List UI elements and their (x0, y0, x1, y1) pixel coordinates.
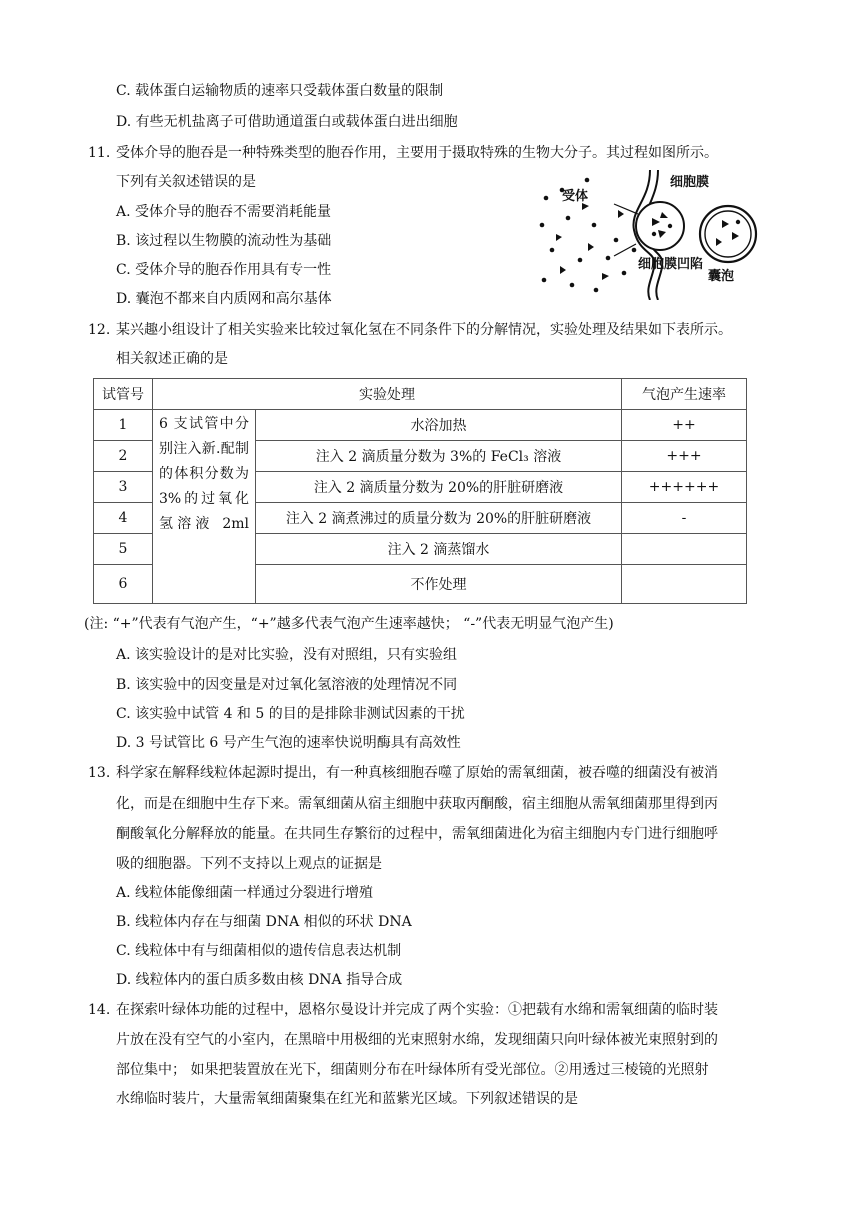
q13-option-d: D. 线粒体内的蛋白质多数由核 DNA 指导合成 (116, 972, 403, 988)
label-cell-membrane: 细胞膜 (670, 175, 710, 190)
q11-option-c: C. 受体介导的胞吞作用具有专一性 (116, 262, 332, 278)
bubble-rate: ++ (622, 410, 747, 441)
q13-number: 13. (88, 765, 111, 781)
treatment: 注入 2 滴蒸馏水 (256, 534, 622, 565)
bubble-rate: - (622, 503, 747, 534)
label-membrane-pit: 细胞膜凹陷 (638, 257, 704, 272)
receptor-pointer (614, 204, 638, 214)
q13-option-b: B. 线粒体内存在与细菌 DNA 相似的环状 DNA (116, 914, 412, 930)
q11-option-a: A. 受体介导的胞吞不需要消耗能量 (116, 204, 332, 220)
q13-stem-line2: 化，而是在细胞中生存下来。需氧细菌从宿主细胞中获取丙酮酸，宿主细胞从需氧细菌那里得到丙 (116, 796, 718, 812)
bubble-rate: +++ (622, 441, 747, 472)
q10-option-d: D. 有些无机盐离子可借助通道蛋白或载体蛋白进出细胞 (116, 114, 458, 130)
q12-stem-line1: 某兴趣小组设计了相关实验来比较过氧化氢在不同条件下的分解情况，实验处理及结果如下表所示。 (116, 322, 732, 338)
treatment: 不作处理 (256, 565, 622, 604)
q11-stem-line2: 下列有关叙述错误的是 (116, 174, 256, 190)
tube-id: 3 (94, 472, 153, 503)
treatment: 注入 2 滴质量分数为 3%的 FeCl₃ 溶液 (256, 441, 622, 472)
treatment: 注入 2 滴质量分数为 20%的肝脏研磨液 (256, 472, 622, 503)
q11-stem (88, 143, 718, 163)
q12-option-a: A. 该实验设计的是对比实验，没有对照组，只有实验组 (116, 647, 458, 663)
table-row (94, 410, 747, 441)
q11-option-b: B. 该过程以生物膜的流动性为基础 (116, 233, 332, 249)
q12-number: 12. (88, 322, 111, 338)
q11-number: 11. (88, 145, 111, 161)
header-treatment: 实验处理 (153, 379, 622, 410)
q14-stem-line4: 水绵临时装片，大量需氧细菌聚集在红光和蓝紫光区域。下列叙述错误的是 (116, 1091, 578, 1107)
shared-treatment-cell (153, 410, 256, 604)
tube-id: 4 (94, 503, 153, 534)
q11-option-d: D. 囊泡不都来自内质网和高尔基体 (116, 291, 332, 307)
q10-option-c: C. 载体蛋白运输物质的速率只受载体蛋白数量的限制 (116, 83, 444, 99)
q14-number: 14. (88, 1002, 111, 1018)
treatment: 注入 2 滴煮沸过的质量分数为 20%的肝脏研磨液 (256, 503, 622, 534)
vesicle (700, 206, 756, 262)
q14-stem-line2: 片放在没有空气的小室内，在黑暗中用极细的光束照射水绵，发现细菌只向叶绿体被光束照射到的 (116, 1032, 718, 1048)
shared-treatment-text: 6 支试管中分别注入新.配制的体积分数为 3%的过氧化氢溶液 2ml (159, 416, 249, 532)
q12-table-note: (注: “+”代表有气泡产生，“+”越多代表气泡产生速率越快； “-”代表无明显气泡产生) (84, 616, 614, 632)
endocytosis-figure (532, 170, 782, 300)
q13-option-a: A. 线粒体能像细菌一样通过分裂进行增殖 (116, 885, 374, 901)
q14-stem-line1: 在探索叶绿体功能的过程中，恩格尔曼设计并完成了两个实验：①把载有水绵和需氧细菌的临时装 (116, 1002, 718, 1018)
experiment-table (93, 378, 747, 604)
bubble-rate (622, 534, 747, 565)
tube-id: 5 (94, 534, 153, 565)
table-header-row (94, 379, 747, 410)
header-tube-number: 试管号 (94, 379, 153, 410)
q12-option-b: B. 该实验中的因变量是对过氧化氢溶液的处理情况不同 (116, 677, 458, 693)
tube-id: 6 (94, 565, 153, 604)
bubble-rate: ++++++ (622, 472, 747, 503)
header-bubble-rate: 气泡产生速率 (622, 379, 747, 410)
membrane-pit (636, 202, 684, 250)
q12-stem (88, 320, 732, 340)
label-receptor: 受体 (562, 189, 589, 204)
q12-option-c: C. 该实验中试管 4 和 5 的目的是排除非测试因素的干扰 (116, 706, 465, 722)
q13-option-c: C. 线粒体中有与细菌相似的遗传信息表达机制 (116, 943, 402, 959)
q13-stem-line3: 酮酸氧化分解释放的能量。在共同生存繁衍的过程中，需氧细菌进化为宿主细胞内专门进行细胞呼 (116, 826, 718, 842)
tube-id: 2 (94, 441, 153, 472)
q14-stem-line3: 部位集中； 如果把装置放在光下，细菌则分布在叶绿体所有受光部位。②用透过三棱镜的光照射 (116, 1062, 709, 1078)
q14-stem (88, 1000, 718, 1020)
q12-stem-line2: 相关叙述正确的是 (116, 351, 228, 367)
q12-option-d: D. 3 号试管比 6 号产生气泡的速率快说明酶具有高效性 (116, 735, 461, 751)
q13-stem (88, 763, 718, 783)
label-vesicle: 囊泡 (708, 269, 735, 284)
treatment: 水浴加热 (256, 410, 622, 441)
tube-id: 1 (94, 410, 153, 441)
q11-stem-line1: 受体介导的胞吞是一种特殊类型的胞吞作用，主要用于摄取特殊的生物大分子。其过程如图所示。 (116, 145, 718, 161)
q13-stem-line1: 科学家在解释线粒体起源时提出，有一种真核细胞吞噬了原始的需氧细菌，被吞噬的细菌没有被消 (116, 765, 718, 781)
bubble-rate (622, 565, 747, 604)
q13-stem-line4: 吸的细胞器。下列不支持以上观点的证据是 (116, 856, 382, 872)
